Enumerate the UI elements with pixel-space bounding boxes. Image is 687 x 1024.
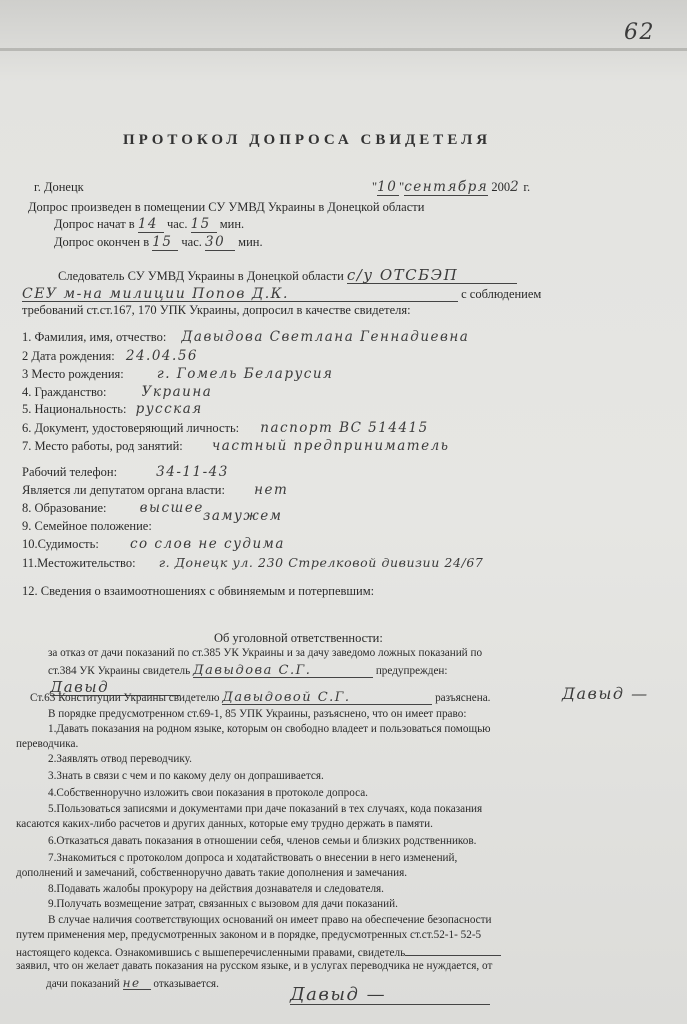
field-value: 24.04.56 [125,348,198,364]
end-hour: 15 [152,236,178,251]
field-value: г. Гомель Беларусия [156,366,334,382]
signature-warned: Давыд [50,680,180,696]
start-hour-label: час. [166,217,188,231]
date-quote-open: " [372,180,378,194]
right-1: 1.Давать показания на родном языке, которым он свободно владеет и пользоваться помощью [48,723,491,735]
refusal-text: дачи показаний [46,978,120,990]
right-7-cont: дополнений и замечаний, собственноручно давать такие дополнения и замечания. [16,867,408,879]
field-value: Украина [141,384,213,400]
field-education [22,502,204,516]
start-hour: 14 [138,218,164,233]
page-fold-shadow [0,48,687,51]
end-line [54,236,263,251]
field-criminal-record [22,538,285,552]
final-signature: Давыд — [290,986,490,1005]
right-2: 2.Заявлять отвод переводчику. [48,753,192,765]
safety-line3-text: настоящего кодекса. Ознакомившись с вышеперечисленными правами, свидетель [16,947,406,959]
investigator-text: Следователь СУ УМВД Украины в Донецкой области [58,269,344,283]
field-birth-place [22,368,334,382]
page-number: 62 [624,20,655,45]
end-min-label: мин. [238,235,263,249]
constitution-end: разъяснена. [435,692,491,704]
field-label: 4. Гражданство: [22,385,107,399]
responsibility-heading: Об уголовной ответственности: [214,631,383,645]
field-full-name [22,331,469,345]
right-6: 6.Отказаться давать показания в отношении себя, членов семьи и близких родственников. [48,835,477,847]
end-min: 30 [205,236,235,251]
signature-constitution: Давыд — [562,684,649,703]
refusal-line [46,977,219,990]
field-label: Рабочий телефон: [22,465,118,479]
field-label: Является ли депутатом органа власти: [22,483,225,497]
end-hour-label: час. [181,235,202,249]
field-nationality [22,403,203,417]
place-line: Допрос произведен в помещении СУ УМВД Украины в Донецкой области [28,200,425,214]
field-value: 34-11-43 [156,464,229,480]
field-workplace [22,440,450,454]
field-value: Давыдова Светлана Геннадиевна [181,329,470,345]
field-label: 6. Документ, удостоверяющий личность: [22,421,240,435]
investigator-compliance: с соблюдением [461,287,542,301]
witness-signature-blank [405,945,501,956]
refusal-value: не [123,977,151,990]
witness-name-warned: Давыдова С.Г. [193,664,373,678]
field-value: со слов не судима [129,536,285,552]
right-5: 5.Пользоваться записями и документами при даче показаний в тех случаях, кода показания [48,803,483,815]
safety-line2: путем применения мер, предусмотренных законом и в порядке, предусмотренных ст.ст.52-1- 52-5 [16,929,482,941]
investigator-line3: требований ст.ст.167, 170 УПК Украины, допросил в качестве свидетеля: [22,303,411,317]
field-value: русская [135,401,203,417]
field-label: 2 Дата рождения: [22,349,115,363]
safety-line3 [16,945,501,959]
end-label: Допрос окончен в [54,235,150,249]
field-value: замужем [202,508,283,524]
field-residence [22,557,483,570]
right-9: 9.Получать возмещение затрат, связанных с вызовом для дачи показаний. [48,898,398,910]
responsibility-text: ст.384 УК Украины свидетель [48,665,191,677]
field-deputy [22,484,288,498]
field-value: г. Донецк ул. 230 Стрелковой дивизии 24/67 [158,555,484,570]
right-7: 7.Знакомиться с протоколом допроса и ходатайствовать о внесении в него изменений, [48,852,458,864]
right-4: 4.Собственноручно изложить свои показания в протоколе допроса. [48,787,368,799]
investigator-line1 [58,268,517,284]
field-label: 9. Семейное положение: [22,519,152,533]
start-min-label: мин. [219,217,245,231]
right-5-cont: касаются каких-либо расчетов и других данных, которые ему трудно держать в памяти. [16,818,433,830]
field-id-document [22,422,429,436]
investigator-name: СЕУ м-на милиции Попов Д.К. [22,287,458,302]
responsibility-end: предупрежден: [375,665,448,677]
document-title: ПРОТОКОЛ ДОПРОСА СВИДЕТЕЛЯ [123,132,492,148]
field-label: 11.Местожительство: [22,556,136,570]
city-label: г. Донецк [34,180,84,194]
field-label: 5. Национальность: [22,402,127,416]
responsibility-line1: за отказ от дачи показаний по ст.385 УК Украины и за дачу заведомо ложных показаний по [48,647,483,659]
field-value: частный предприниматель [211,438,450,454]
constitution-text: Ст.63 Конституции Украины свидетелю [30,692,220,704]
refusal-end: отказывается. [153,978,219,990]
date-year-prefix: 200 [491,180,511,194]
rights-intro: В порядке предусмотренном ст.69-1, 85 УПК Украины, разъяснено, что он имеет право: [48,708,467,720]
investigator-unit: с/у ОТСБЭП [347,268,517,284]
field-label: 7. Место работы, род занятий: [22,439,183,453]
relations-label: 12. Сведения о взаимоотношениях с обвиняемым и потерпевшим: [22,584,375,598]
field-birth-date [22,350,198,364]
start-label: Допрос начат в [54,217,135,231]
date-month: сентября [404,179,489,195]
constitution-line [30,691,490,705]
date-day: 10 [377,179,398,195]
date-line [372,181,530,196]
field-label: 1. Фамилия, имя, отчество: [22,330,167,344]
field-value: нет [254,482,289,498]
responsibility-line2 [48,664,448,678]
field-value: паспорт ВС 514415 [260,420,429,436]
field-label: 8. Образование: [22,501,107,515]
field-label: 3 Место рождения: [22,367,124,381]
language-line: заявил, что он желает давать показания на русском языке, и в услугах переводчика не нуждается, от [16,960,493,972]
date-year-suffix: 2 [510,179,521,195]
start-line [54,218,244,233]
investigator-line2 [22,287,541,302]
field-citizenship [22,386,212,400]
right-3: 3.Знать в связи с чем и по какому делу он допрашивается. [48,770,324,782]
date-year-label: г. [523,180,531,194]
safety-line1: В случае наличия соответствующих оснований он имеет право на обеспечение безопасности [48,914,492,926]
field-label: 10.Судимость: [22,537,99,551]
date-quote-close: " [399,180,405,194]
start-min: 15 [191,218,217,233]
witness-name-constitution: Давыдовой С.Г. [222,691,432,705]
right-8: 8.Подавать жалобы прокурору на действия дознавателя и следователя. [48,883,384,895]
field-work-phone [22,466,229,480]
right-1-cont: переводчика. [16,738,79,750]
field-value: высшее [139,500,204,516]
